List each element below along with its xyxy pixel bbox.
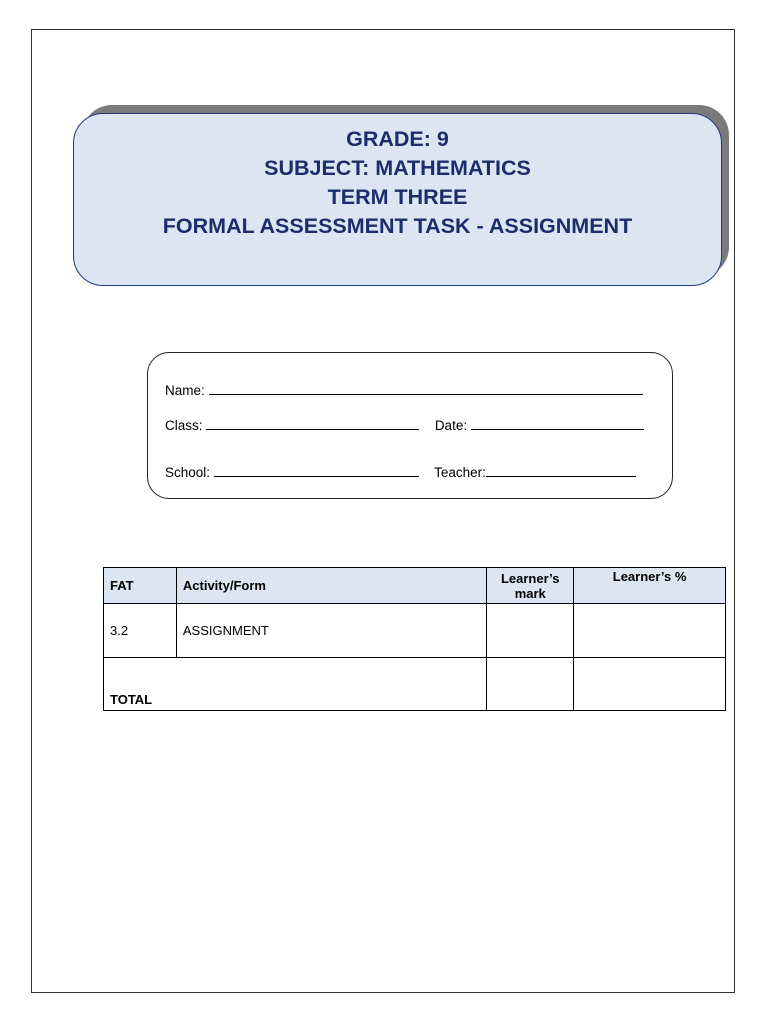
total-mark-cell[interactable] (487, 658, 574, 711)
cell-learner-percent[interactable] (574, 604, 726, 658)
school-label: School: (165, 465, 211, 480)
total-label: TOTAL (104, 658, 487, 711)
class-date-row (165, 417, 644, 433)
total-percent-cell[interactable] (574, 658, 726, 711)
term-heading: TERM THREE (327, 185, 468, 209)
header-learner-percent: Learner’s % (574, 568, 726, 604)
grade-heading: GRADE: 9 (346, 127, 449, 151)
cell-activity: ASSIGNMENT (176, 604, 486, 658)
school-field[interactable] (214, 464, 419, 477)
cell-fat: 3.2 (104, 604, 177, 658)
subject-heading: SUBJECT: MATHEMATICS (264, 156, 531, 180)
task-heading: FORMAL ASSESSMENT TASK - ASSIGNMENT (162, 214, 633, 238)
header-learner-mark: Learner’s mark (487, 568, 574, 604)
date-label: Date: (434, 418, 468, 433)
table-header-row (104, 568, 726, 604)
teacher-label: Teacher: (434, 465, 486, 480)
learner-info-box (147, 352, 673, 499)
name-label: Name: (165, 383, 205, 398)
total-row (104, 658, 726, 711)
header-fat: FAT (104, 568, 177, 604)
title-banner (73, 113, 722, 286)
class-field[interactable] (206, 417, 419, 430)
assessment-table (103, 567, 726, 711)
teacher-field[interactable] (486, 464, 636, 477)
header-activity: Activity/Form (176, 568, 486, 604)
date-field[interactable] (471, 417, 644, 430)
school-teacher-row (165, 464, 636, 480)
name-field[interactable] (209, 382, 643, 395)
class-label: Class: (165, 418, 203, 433)
name-row (165, 382, 643, 398)
table-row (104, 604, 726, 658)
cell-learner-mark[interactable] (487, 604, 574, 658)
